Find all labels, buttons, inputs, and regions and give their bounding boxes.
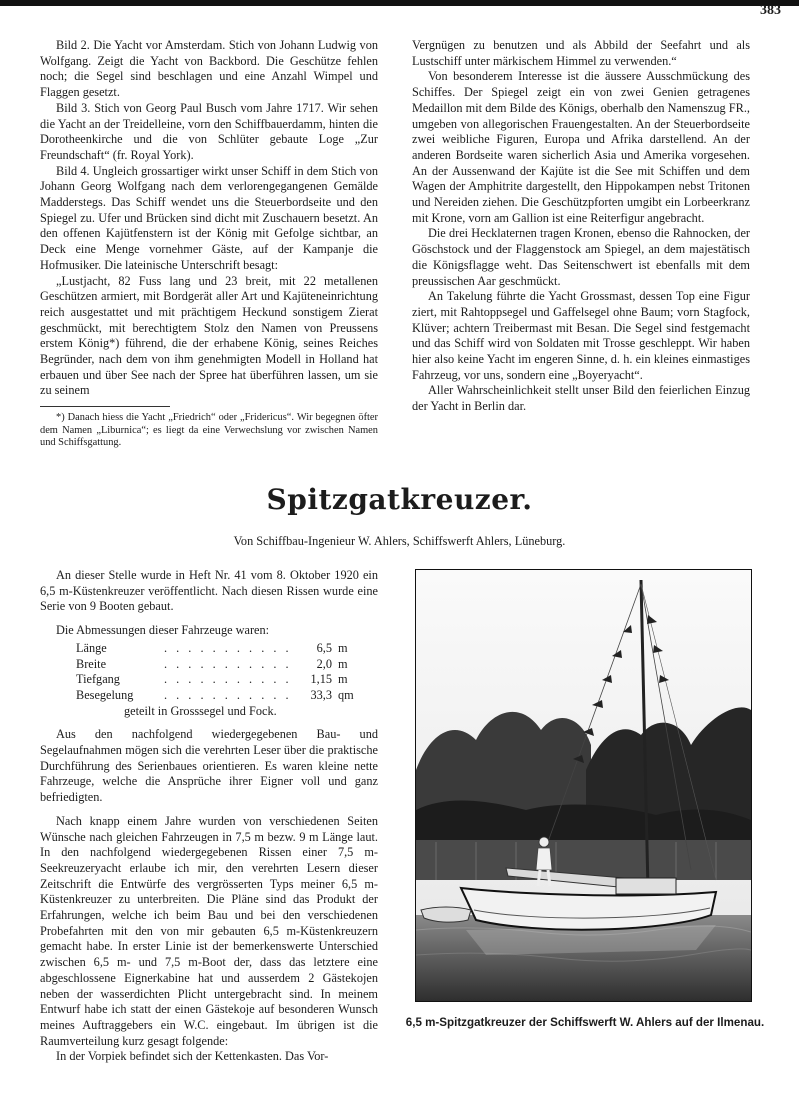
dimension-row (40, 688, 378, 704)
photo-caption: 6,5 m-Spitzgatkreuzer der Schiffswerft W. Ahlers auf der Ilmenau. (405, 1016, 765, 1029)
dimension-value: 33,3 (310, 687, 332, 702)
paragraph: Nach knapp einem Jahre wurden von verschiedenen Seiten Wünsche nach gleichen Fahrzeugen in 7,5 m bezw. 9 m Länge laut. In den nachfolgend wiedergegebenen Rissen einer 7,5 m-Seekreuzeryacht erlaube ich mir, den verehrten Lesern dieser Zeitschrift die Entwürfe des vergrösserten Typs meiner 6,5 m-Küstenkreuzer zu unterbreiten. Die Pläne sind das Produkt der Erfahrungen, welche ich beim Bau und bei den verschiedenen Probefahrten mit den von mir gebauten 6,5 m-Küstenkreuzern gemacht habe. In erster Linie ist der bemerkenswerte Unterschied zwischen 6,5 m- und 7,5 m-Boot der, dass das letztere eine abgeschlossene Eignerkabine hat und ausserdem 2 Gästekojen neben der wasserdichten Plicht untergebracht sind. In meinem Entwurf habe ich statt der einen Gästekoje auf besonderen Wunsch meines Auftraggebers ein W.C. eingebaut. Im übrigen ist die Raumverteilung kurz gesagt folgende: (40, 813, 378, 1048)
page-number: 383 (760, 3, 781, 18)
article-title: Spitzgatkreuzer. (266, 483, 533, 516)
paragraph: Bild 2. Die Yacht vor Amsterdam. Stich von Johann Ludwig von Wolfgang. Zeigt die Yacht von Backbord. Die Geschütze fehlen noch; die Segel sind beschlagen und eine Anzahl Wimpel und Flaggen gesetzt. (40, 38, 378, 100)
dimension-row (40, 657, 378, 673)
dimension-unit: m (338, 656, 348, 671)
dimension-unit: m (338, 640, 348, 655)
dimension-key: Besegelung (76, 687, 134, 702)
dimension-unit: qm (338, 687, 354, 702)
upper-right-column (412, 38, 750, 415)
leader-dots: . . . . . . . . . . . (164, 672, 292, 687)
dimensions-tail: geteilt in Grosssegel und Fock. (124, 703, 277, 718)
paragraph: Vergnügen zu benutzen und als Abbild der Seefahrt und als Lustschiff unter märkischem Himmel zu verwenden.“ (412, 38, 750, 68)
leader-dots: . . . . . . . . . . . (164, 640, 292, 655)
paragraph: An Takelung führte die Yacht Grossmast, dessen Top eine Figur ziert, mit Rahtoppsegel und Gaffelsegel ohne Baum; vorn Stagfock, Klüver; achtern Treibermast mit Besan. Die Segel sind festgemacht und das Schiff wird von Soldaten mit Trosse geschleppt. Wir haben hier also keine Yacht im engeren Sinne, d. h. ein kleines einmastiges Fahrzeug, vor uns, sondern eine „Boyeryacht“. (412, 289, 750, 382)
paragraph: In der Vorpiek befindet sich der Kettenkasten. Das Vor- (56, 1049, 329, 1064)
dimension-key: Länge (76, 640, 107, 655)
dimension-value: 1,15 (310, 672, 332, 687)
yacht-illustration (416, 570, 751, 1001)
dimension-key: Breite (76, 656, 107, 671)
dimension-row (40, 641, 378, 657)
upper-left-column (40, 38, 378, 450)
paragraph: Aller Wahrscheinlichkeit stellt unser Bild den feierlichen Einzug der Yacht in Berlin dar. (412, 383, 750, 414)
dimension-value: 6,5 (316, 640, 332, 655)
footnote-rule (40, 406, 170, 407)
dimension-value: 2,0 (316, 656, 332, 671)
top-rule (0, 0, 799, 6)
dimensions-heading: Die Abmessungen dieser Fahrzeuge waren: (56, 623, 270, 638)
yacht-photo (415, 569, 752, 1002)
paragraph: Die drei Hecklaternen tragen Kronen, ebenso die Rahnocken, der Göschstock und der Flaggenstock am Spiegel, an dem majestätisch die Königsflagge weht. Das Seitenschwert ist ebenfalls mit dem preussischen Aar geschmückt. (412, 226, 750, 288)
leader-dots: . . . . . . . . . . . (164, 687, 292, 702)
paragraph: Bild 3. Stich von Georg Paul Busch vom Jahre 1717. Wir sehen die Yacht an der Treidelleine, vorn den Schiffbauerdamm, hinten die Dorotheenkirche und die von Schlüter gebaute Loge „Zur Freundschaft“ (fr. Royal York). (40, 100, 378, 162)
dimension-key: Tiefgang (76, 672, 120, 687)
dimension-row (40, 672, 378, 688)
intro-paragraph: An dieser Stelle wurde in Heft Nr. 41 vom 8. Oktober 1920 ein 6,5 m-Küstenkreuzer veröffentlicht. Nach diesen Rissen wurde eine Serie von 9 Booten gebaut. (40, 568, 378, 614)
dimension-unit: m (338, 672, 348, 687)
footnote: *) Danach hiess die Yacht „Friedrich“ oder „Fridericus“. Wir begegnen öfter dem Namen „Liburnica“; es liegt da eine Verwechslung vor zwischen Namen und Schiffsgattung. (40, 412, 378, 449)
paragraph: Bild 4. Ungleich grossartiger wirkt unser Schiff in dem Stich von Johann Georg Wolfgang nach dem verlorengegangenen Gemälde Madderstegs. Das Schiff wendet uns die Steuerbordseite und den Spiegel zu. Ufer und Brücken sind dicht mit Zuschauern besetzt. An den offenen Kajütfenstern ist der König mit Gefolge sichtbar, an Deck eine Menge vornehmer Gäste, auf der Kampanje die Hofmusiker. Die lateinische Unterschrift besagt: (40, 163, 378, 272)
leader-dots: . . . . . . . . . . . (164, 656, 292, 671)
paragraph: „Lustjacht, 82 Fuss lang und 23 breit, mit 22 metallenen Geschützen armiert, mit Bordgerät aller Art und Kajüteneinrichtung reich ausgestattet und mit prächtigem Heckund sonstigem Zierat geschmückt, mit berechtigtem Stolz den Namen von Preussens erstem König*) führend, die der erhabene König, seines Reiches Begründer, nach dem von ihm genehmigten Modell in Holland hat erbauen und über See nach der Spree hat überführen lassen, um sie zu seinem (40, 273, 378, 398)
paragraph: Von besonderem Interesse ist die äussere Ausschmückung des Schiffes. Der Spiegel zeigt ein von zwei Genien getragenes Medaillon mit dem Bilde des Königs, oberhalb den Namenszug FR., umgeben von allegorischen Frauengestalten. An der Steuerbordseite zwei weibliche Figuren, Europa und Afrika darstellend. An der anderen Bordseite waren sicherlich Asia und Amerika vorgesehen. An der Aussenwand der Kajüte ist die See mit Schiffen und dem Wagen der Amphitrite dargestellt, den Hippokampen nebst Tritonen und Nereiden ziehen. Die Geschützpforten umgibt ein Lorbeerkranz mit Krone, vorn am Gallion ist eine Reiterfigur angebracht. (412, 69, 750, 225)
article-column (40, 568, 378, 1065)
dimensions-table (40, 641, 378, 720)
article-byline: Von Schiffbau-Ingenieur W. Ahlers, Schiffswerft Ahlers, Lüneburg. (233, 534, 566, 548)
paragraph: Aus den nachfolgend wiedergegebenen Bau- und Segelaufnahmen mögen sich die verehrten Leser über die praktische Durchführung des Serienbaues orientieren. Es waren kleine nette Fahrzeuge, welche die Ansprüche ihrer Eigner voll und ganz befriedigten. (40, 727, 378, 805)
